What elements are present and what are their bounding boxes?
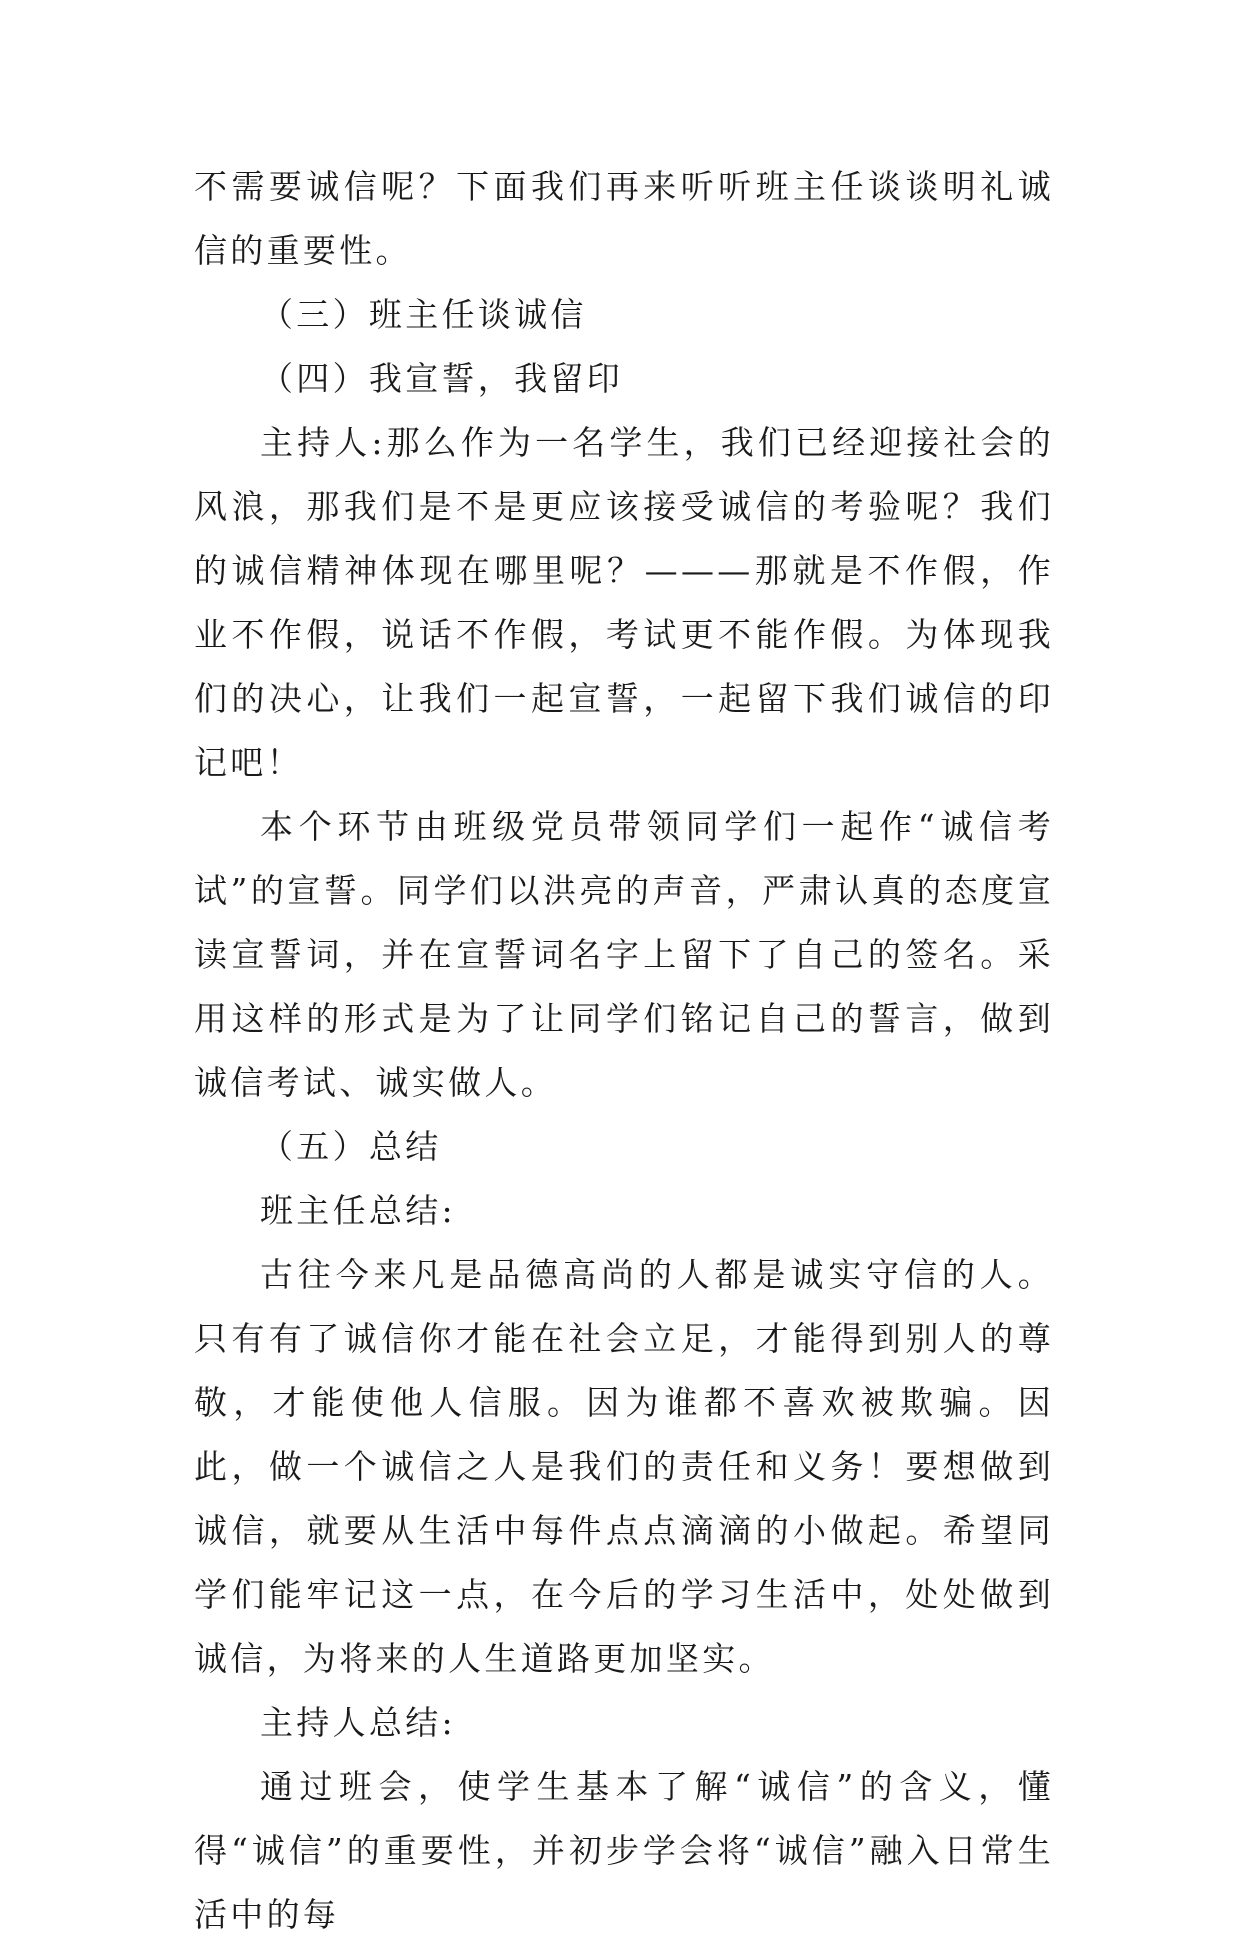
- heading-section-3: （三）班主任谈诚信: [260, 295, 587, 334]
- paragraph-1: 不需要诚信呢？下面我们再来听听班主任谈谈明礼诚信的重要性。: [194, 167, 1054, 270]
- paragraph-host-summary: 通过班会，使学生基本了解“诚信”的含义，懂得“诚信”的重要性，并初步学会将“诚信”融入日常生活中的每: [194, 1767, 1054, 1934]
- paragraph-host-speech: 主持人:那么作为一名学生，我们已经迎接社会的风浪，那我们是不是更应该接受诚信的考验呢？我们的诚信精神体现在哪里呢？———那就是不作假，作业不作假，说话不作假，考试更不能作假。为体现我们的决心，让我们一起宣誓，一起留下我们诚信的印记吧！: [194, 423, 1054, 782]
- label-teacher-summary: 班主任总结:: [260, 1191, 456, 1230]
- heading-section-5: （五）总结: [260, 1127, 442, 1166]
- label-host-summary: 主持人总结:: [260, 1703, 456, 1742]
- paragraph-teacher-summary: 古往今来凡是品德高尚的人都是诚实守信的人。只有有了诚信你才能在社会立足，才能得到别人的尊敬，才能使他人信服。因为谁都不喜欢被欺骗。因此，做一个诚信之人是我们的责任和义务！要想做到诚信，就要从生活中每件点点滴滴的小做起。希望同学们能牢记这一点，在今后的学习生活中，处处做到诚信，为将来的人生道路更加坚实。: [194, 1255, 1054, 1678]
- document-body: [194, 155, 1054, 1947]
- heading-section-4: （四）我宣誓，我留印: [260, 359, 623, 398]
- paragraph-oath-description: 本个环节由班级党员带领同学们一起作“诚信考试”的宣誓。同学们以洪亮的声音，严肃认真的态度宣读宣誓词，并在宣誓词名字上留下了自己的签名。采用这样的形式是为了让同学们铭记自己的誓言，做到诚信考试、诚实做人。: [194, 807, 1054, 1102]
